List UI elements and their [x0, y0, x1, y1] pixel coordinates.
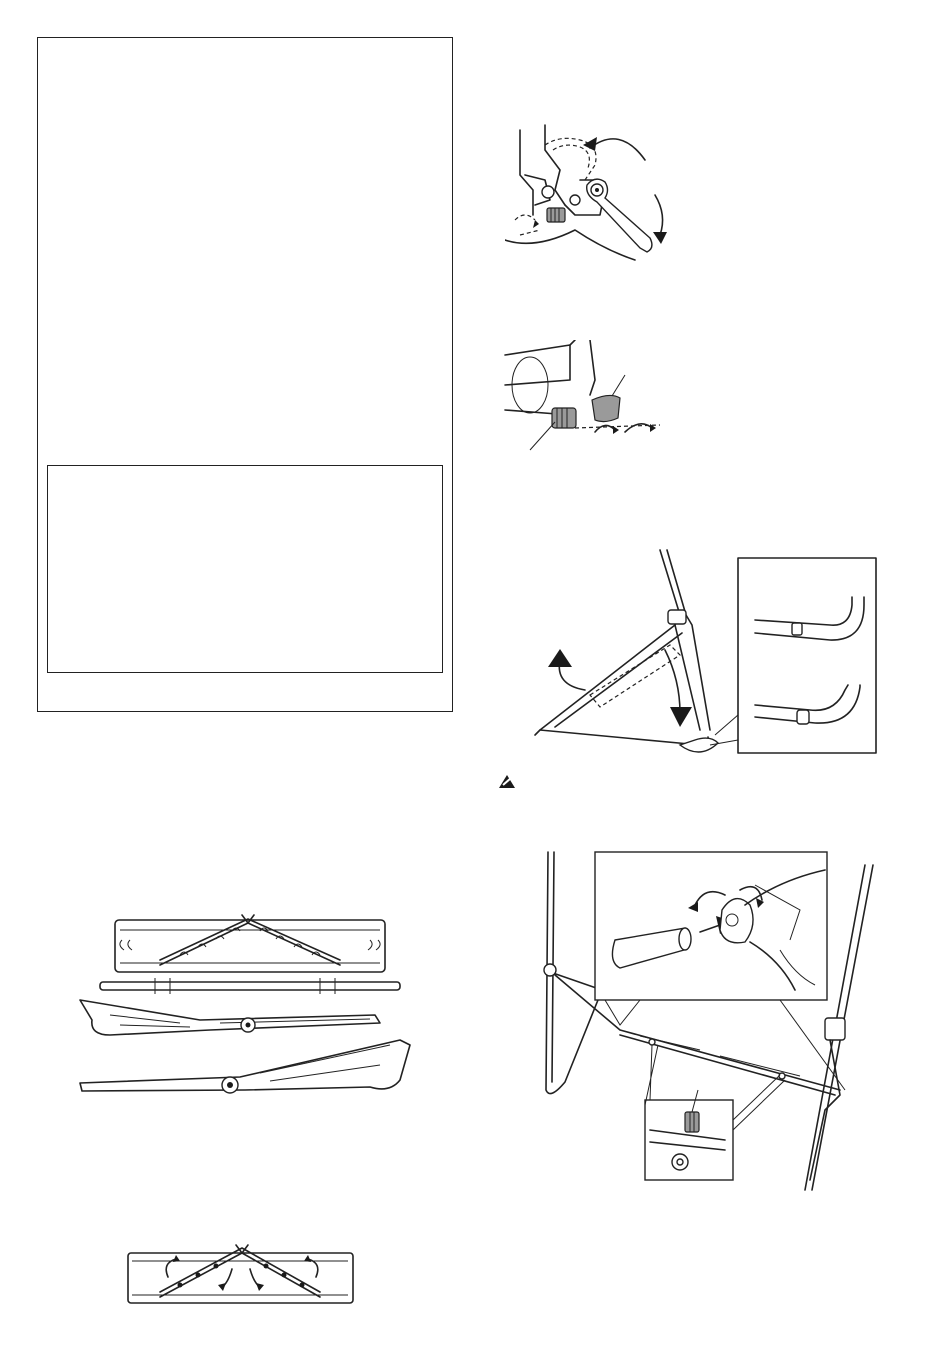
knob-tighten-figure [500, 340, 670, 460]
leg-open-figure [530, 545, 880, 765]
inner-notice-box [47, 465, 443, 673]
caution-icon [497, 773, 517, 791]
stand-parts-figure [70, 905, 420, 1105]
lever-release-figure [505, 120, 685, 270]
assembly-insert-figure [540, 850, 880, 1195]
unfold-arms-figure [120, 1235, 360, 1315]
